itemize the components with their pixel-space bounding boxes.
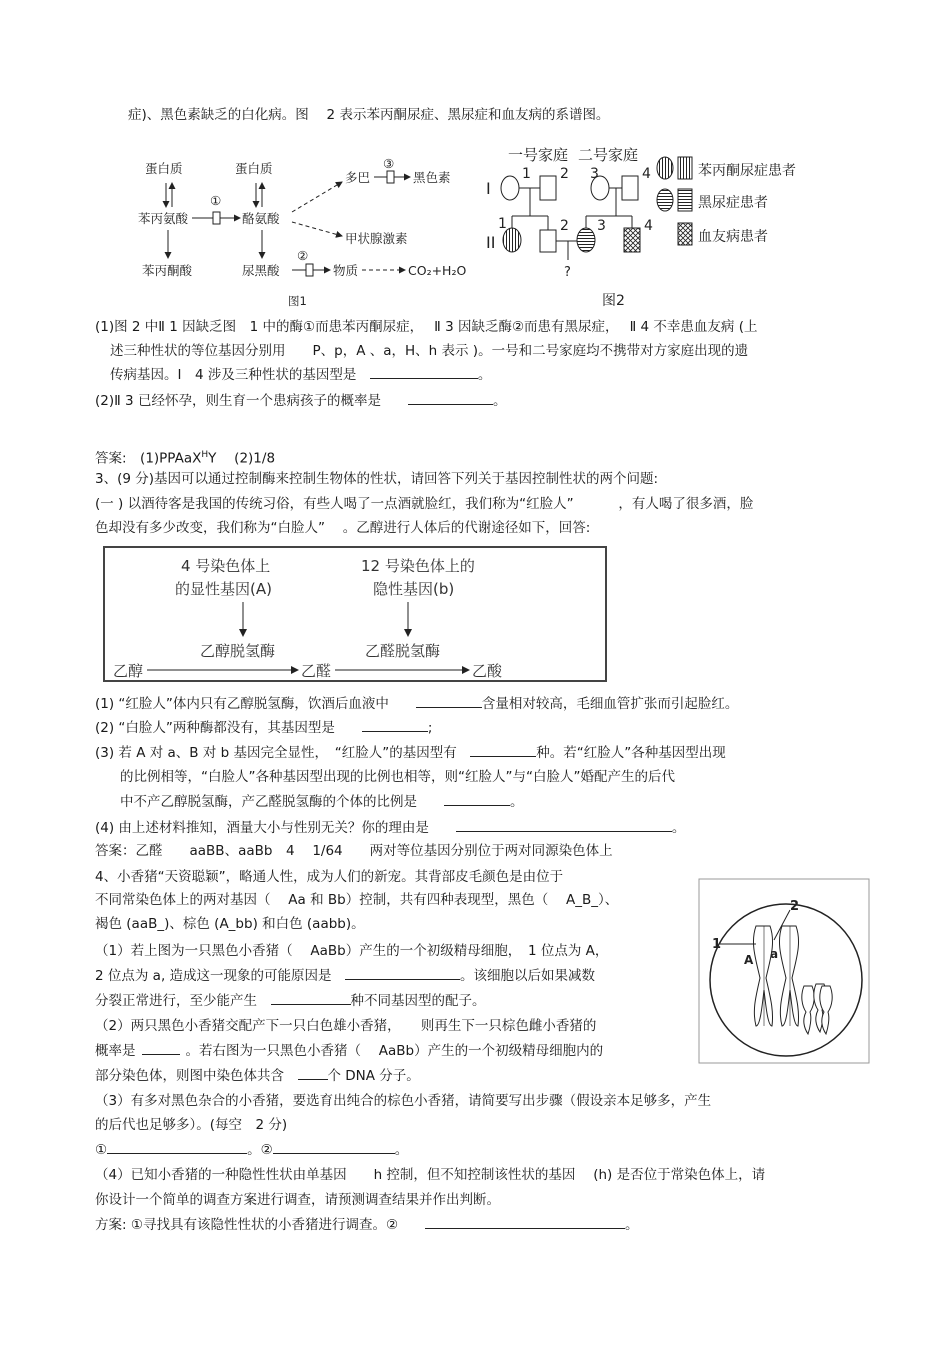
svg-text:1: 1 bbox=[522, 166, 531, 182]
answer-blank[interactable] bbox=[470, 744, 536, 757]
fig1-melanin: 黑色素 bbox=[413, 170, 451, 185]
q2-answer: 答案: (1)PPAaX$^H$Y (2)1/8 bbox=[95, 450, 276, 467]
q3-part4: (4) 由上述材料推知，酒量大小与性别无关？你的理由是 。 bbox=[95, 820, 686, 836]
answer-blank[interactable] bbox=[408, 392, 493, 405]
q3-answer: 答案：乙醛 aaBB、aaBb 4 1/64 两对等位基因分别位于两对同源染色体上 bbox=[95, 843, 613, 859]
primary-spermatocyte-diagram bbox=[698, 878, 870, 1064]
answer-blank[interactable] bbox=[362, 719, 428, 732]
q4-part2-line2: 概率是 。若右图为一只黑色小香猪（ AaBb）产生的一个初级精母细胞内的 bbox=[95, 1043, 604, 1059]
svg-text:2: 2 bbox=[560, 218, 569, 234]
q4-plan: 方案: ①寻找具有该隐性性状的小香猪进行调查。② 。 bbox=[95, 1217, 639, 1233]
fig1-phenylalanine: 苯丙氨酸 bbox=[138, 211, 189, 226]
fig1-thyroxine: 甲状腺激素 bbox=[345, 231, 408, 246]
cell-locus-a: a bbox=[770, 947, 779, 961]
answer-blank[interactable] bbox=[456, 819, 672, 832]
fig1-co2-water: CO₂+H₂O bbox=[408, 263, 467, 278]
fig1-enzyme2-label: ② bbox=[297, 248, 309, 263]
q4-part3-line2: 的后代也足够多）。(每空 2 分) bbox=[95, 1117, 288, 1133]
fig2-legend-alkaptonuria: 黑尿症患者 bbox=[698, 195, 768, 211]
answer-blank[interactable] bbox=[425, 1216, 625, 1229]
fig1-substance: 物质 bbox=[333, 263, 359, 278]
fig2-caption: 图2 bbox=[602, 293, 625, 309]
q2-part2: (2)Ⅱ 3 已经怀孕，则生育一个患病孩子的概率是 。 bbox=[95, 393, 507, 409]
answer-blank[interactable] bbox=[416, 695, 482, 708]
svg-text:1: 1 bbox=[498, 216, 507, 232]
svg-text:4: 4 bbox=[644, 218, 653, 234]
ethanol: 乙醇 bbox=[113, 662, 144, 680]
cell-locus-A: A bbox=[744, 953, 754, 967]
svg-text:3: 3 bbox=[597, 218, 606, 234]
q3-intro-line1: (一 ) 以酒待客是我国的传统习俗，有些人喝了一点酒就脸红，我们称为“红脸人” ，有人喝了很多酒，脸 bbox=[95, 496, 754, 512]
q3-part3-line2: 的比例相等，“白脸人”各种基因型出现的比例也相等，则“红脸人”与“白脸人”婚配产生的后代 bbox=[120, 769, 675, 785]
fig2-generation2: II bbox=[486, 233, 496, 252]
acetic-acid: 乙酸 bbox=[472, 662, 503, 680]
fig1-dopa: 多巴 bbox=[345, 170, 371, 185]
gene-b-line1: 12 号染色体上的 bbox=[361, 557, 475, 575]
q4-part4-line1: （4）已知小香猪的一种隐性性状由单基因 h 控制，但不知控制该性状的基因 (h) 是否位于常染色体上，请 bbox=[95, 1167, 766, 1183]
adh-enzyme: 乙醇脱氢酶 bbox=[200, 642, 276, 660]
answer-blank[interactable] bbox=[370, 366, 478, 379]
q4-part2-line1: （2）两只黑色小香猪交配产下一只白色雄小香猪， 则再生下一只棕色雌小香猪的 bbox=[95, 1018, 597, 1034]
cell-label-2: 2 bbox=[790, 899, 800, 914]
fig1-phenylpyruvate: 苯丙酮酸 bbox=[142, 263, 193, 278]
svg-text:3: 3 bbox=[590, 166, 599, 182]
answer-blank[interactable] bbox=[444, 793, 510, 806]
fig2-family1-label: 一号家庭 bbox=[508, 146, 569, 164]
q3-part2: (2) “白脸人”两种酶都没有，其基因型是 ; bbox=[95, 720, 433, 736]
fig1-protein-right: 蛋白质 bbox=[235, 161, 273, 176]
answer-blank[interactable] bbox=[107, 1141, 247, 1154]
fig2-legend-pku: 苯丙酮尿症患者 bbox=[698, 163, 796, 179]
q2-part1-line1: (1)图 2 中Ⅱ 1 因缺乏图 1 中的酶①而患苯丙酮尿症， Ⅱ 3 因缺乏酶②而患有黑尿症， Ⅱ 4 不幸患血友病 (上 bbox=[95, 319, 758, 335]
gene-b-line2: 隐性基因(b) bbox=[373, 580, 455, 598]
svg-text:4: 4 bbox=[642, 166, 651, 182]
gene-a-line1: 4 号染色体上 bbox=[181, 557, 271, 575]
q3-part3-line3: 中不产乙醇脱氢酶，产乙醛脱氢酶的个体的比例是 。 bbox=[120, 794, 524, 810]
q3-part1: (1) “红脸人”体内只有乙醇脱氢酶，饮酒后血液中 含量相对较高，毛细血管扩张而引起脸红。 bbox=[95, 696, 739, 712]
q4-part1-line2: 2 位点为 a, 造成这一现象的可能原因是 。该细胞以后如果减数 bbox=[95, 968, 596, 984]
q4-part4-line2: 你设计一个简单的调查方案进行调查，请预测调查结果并作出判断。 bbox=[95, 1192, 500, 1208]
fig1-protein-left: 蛋白质 bbox=[145, 161, 183, 176]
q4-part1-line3: 分裂正常进行，至少能产生 种不同基因型的配子。 bbox=[95, 993, 486, 1009]
q3-part3-line1: (3) 若 A 对 a、B 对 b 基因完全显性， “红脸人”的基因型有 种。若“红脸人”各种基因型出现 bbox=[95, 745, 726, 761]
cell-label-1: 1 bbox=[712, 937, 722, 952]
q2-part1-line2: 述三种性状的等位基因分别用 P、p，A 、a，H、h 表示 )。一号和二号家庭均不携带对方家庭出现的遗 bbox=[110, 343, 749, 359]
answer-blank[interactable] bbox=[142, 1042, 180, 1055]
q3-title: 3、(9 分)基因可以通过控制酶来控制生物体的性状，请回答下列关于基因控制性状的两个问题: bbox=[95, 471, 659, 487]
fig1-enzyme3-label: ③ bbox=[383, 156, 395, 171]
aldh-enzyme: 乙醛脱氢酶 bbox=[365, 642, 441, 660]
fig2-family2-label: 二号家庭 bbox=[578, 146, 639, 164]
figure2-pedigree bbox=[478, 138, 808, 318]
acetaldehyde: 乙醛 bbox=[301, 662, 332, 680]
fig2-generation1: I bbox=[486, 179, 491, 198]
q2-part1-line3: 传病基因。Ⅰ 4 涉及三种性状的基因型是 。 bbox=[110, 367, 492, 383]
fig1-enzyme1-label: ① bbox=[210, 193, 222, 208]
q4-line1: 4、小香猪“天资聪颖”，略通人性，成为人们的新宠。其背部皮毛颜色是由位于 bbox=[95, 869, 564, 885]
q4-part2-line3: 部分染色体，则图中染色体共含 个 DNA 分子。 bbox=[95, 1068, 420, 1084]
q4-part3-line3: ① 。② 。 bbox=[95, 1142, 409, 1158]
answer-blank[interactable] bbox=[345, 967, 460, 980]
fig2-legend-hemophilia: 血友病患者 bbox=[698, 229, 768, 245]
fig1-caption: 图1 bbox=[288, 294, 307, 308]
svg-text:2: 2 bbox=[560, 166, 569, 182]
q2-intro: 症)、黑色素缺乏的白化病。图 2 表示苯丙酮尿症、黑尿症和血友病的系谱图。 bbox=[128, 107, 610, 123]
figure1-pathway-diagram bbox=[130, 150, 480, 315]
answer-blank[interactable] bbox=[298, 1067, 328, 1080]
fig2-unknown-child: ? bbox=[564, 265, 571, 280]
fig1-tyrosine: 酪氨酸 bbox=[242, 211, 280, 226]
q4-line2: 不同常染色体上的两对基因（ Aa 和 Bb）控制，共有四种表现型，黑色（ A_B_）、 bbox=[95, 892, 619, 908]
gene-a-line2: 的显性基因(A) bbox=[175, 580, 272, 598]
q4-part1-line1: （1）若上图为一只黑色小香猪（ AaBb）产生的一个初级精母细胞， 1 位点为 A， bbox=[95, 943, 609, 959]
answer-blank[interactable] bbox=[273, 1141, 395, 1154]
fig1-homogentisate: 尿黑酸 bbox=[242, 263, 280, 278]
q4-line3: 褐色 (aaB_)、棕色 (A_bb) 和白色 (aabb)。 bbox=[95, 916, 365, 932]
answer-blank[interactable] bbox=[271, 992, 351, 1005]
q3-intro-line2: 色却没有多少改变，我们称为“白脸人” 。乙醇进行人体后的代谢途径如下，回答: bbox=[95, 520, 591, 536]
alcohol-metabolism-diagram bbox=[103, 546, 608, 686]
q4-part3-line1: （3）有多对黑色杂合的小香猪，要选育出纯合的棕色小香猪，请简要写出步骤（假设亲本足够多，产生 bbox=[95, 1093, 712, 1109]
